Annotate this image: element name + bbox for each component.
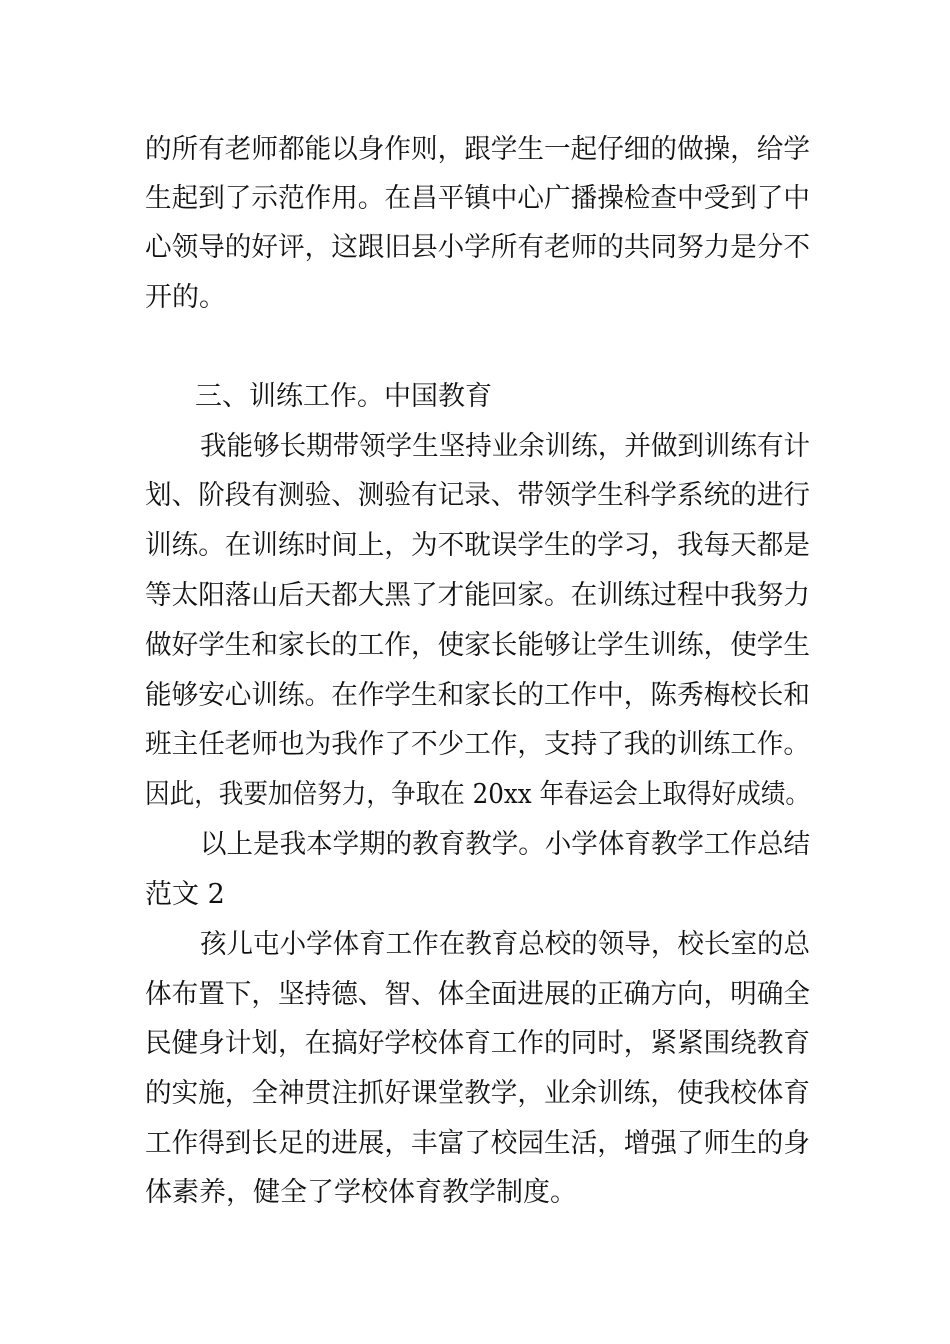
- paragraph-line: 民健身计划，在搞好学校体育工作的同时，紧紧围绕教育: [145, 1028, 811, 1059]
- paragraph-line: 孩儿屯小学体育工作在教育总校的领导，校长室的总: [200, 929, 811, 960]
- paragraph-line: 以上是我本学期的教育教学。小学体育教学工作总结: [200, 829, 811, 860]
- paragraph-line: 班主任老师也为我作了不少工作，支持了我的训练工作。: [145, 729, 811, 760]
- paragraph-line: 心领导的好评，这跟旧县小学所有老师的共同努力是分不: [145, 232, 811, 263]
- paragraph-line: 生起到了示范作用。在昌平镇中心广播操检查中受到了中: [145, 183, 811, 214]
- paragraph-line: 开的。: [145, 282, 226, 313]
- paragraph-line: 工作得到长足的进展，丰富了校园生活，增强了师生的身: [145, 1128, 811, 1159]
- paragraph-line: 因此，我要加倍努力，争取在 20xx 年春运会上取得好成绩。: [145, 779, 811, 810]
- paragraph-line: 等太阳落山后天都大黑了才能回家。在训练过程中我努力: [145, 580, 811, 611]
- paragraph-line: 能够安心训练。在作学生和家长的工作中，陈秀梅校长和: [145, 680, 811, 711]
- paragraph-line: 训练。在训练时间上，为不耽误学生的学习，我每天都是: [145, 530, 811, 561]
- paragraph-line: 体布置下，坚持德、智、体全面进展的正确方向，明确全: [145, 979, 811, 1010]
- paragraph-line: 的实施，全神贯注抓好课堂教学，业余训练，使我校体育: [145, 1078, 811, 1109]
- section-heading: 三、训练工作。中国教育: [195, 381, 492, 412]
- paragraph-line: 范文 2: [145, 879, 225, 910]
- paragraph-line: 划、阶段有测验、测验有记录、带领学生科学系统的进行: [145, 480, 811, 511]
- paragraph-line: 做好学生和家长的工作，使家长能够让学生训练，使学生: [145, 630, 811, 661]
- paragraph-line: 我能够长期带领学生坚持业余训练，并做到训练有计: [200, 431, 811, 462]
- paragraph-line: 的所有老师都能以身作则，跟学生一起仔细的做操，给学: [145, 134, 811, 165]
- paragraph-line: 体素养，健全了学校体育教学制度。: [145, 1177, 577, 1208]
